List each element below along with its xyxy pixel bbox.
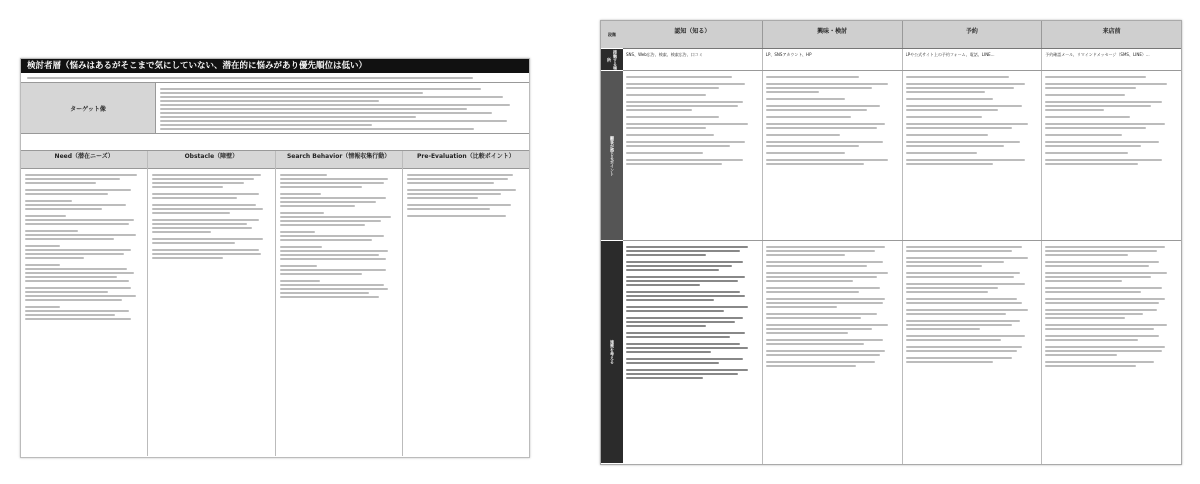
- journey-grid: [623, 21, 1181, 464]
- pain-points-row: [623, 71, 1181, 241]
- contact-booking: LPや公式サイト上の予約フォーム、電話、LINE...: [905, 52, 995, 57]
- row-label-contact: 接触する場所: [601, 49, 623, 71]
- row-label-column: [601, 21, 623, 464]
- persona-sheet-subnote: [21, 73, 529, 82]
- search-behavior-column-header: Search Behavior（情報収集行動）: [276, 151, 402, 169]
- stage-pre-visit-header: 来店前: [1042, 21, 1181, 48]
- target-profile-body: [156, 83, 529, 133]
- corner-label: 段階: [601, 21, 623, 49]
- contact-pre-visit: 予約確認メール、リマインドメッセージ（SMS、LINE）...: [1045, 52, 1150, 57]
- target-profile-row: [21, 82, 529, 134]
- contact-interest: LP、SNSアカウント、HP: [765, 52, 812, 57]
- persona-sheet-title: 検討者層（悩みはあるがそこまで気にしていない、潜在的に悩みがあり優先順位は低い）: [21, 59, 529, 73]
- need-column-header: Need（潜在ニーズ）: [21, 151, 147, 169]
- pre-evaluation-column-header: Pre-Evaluation（比較ポイント）: [403, 151, 529, 169]
- measures-row: [623, 241, 1181, 464]
- persona-columns: [21, 150, 529, 456]
- stage-booking-header: 予約: [903, 21, 1043, 48]
- persona-sheet: [20, 58, 530, 458]
- contact-awareness: SNS、Web広告、検索、検索広告、口コミ: [626, 52, 703, 57]
- customer-journey-sheet: [600, 20, 1182, 465]
- stage-interest-header: 興味・検討: [763, 21, 903, 48]
- stage-awareness-header: 認知（知る）: [623, 21, 763, 48]
- row-label-pain-points: 顧客が感じるポイント: [601, 71, 623, 241]
- contact-row: [623, 49, 1181, 71]
- row-label-measures: 施策を考える: [601, 241, 623, 464]
- obstacle-column: [148, 151, 275, 456]
- journey-header: [623, 21, 1181, 49]
- pre-evaluation-column: [403, 151, 529, 456]
- search-behavior-column: [276, 151, 403, 456]
- need-column: [21, 151, 148, 456]
- target-profile-label: ターゲット像: [21, 83, 156, 133]
- obstacle-column-header: Obstacle（障壁）: [148, 151, 274, 169]
